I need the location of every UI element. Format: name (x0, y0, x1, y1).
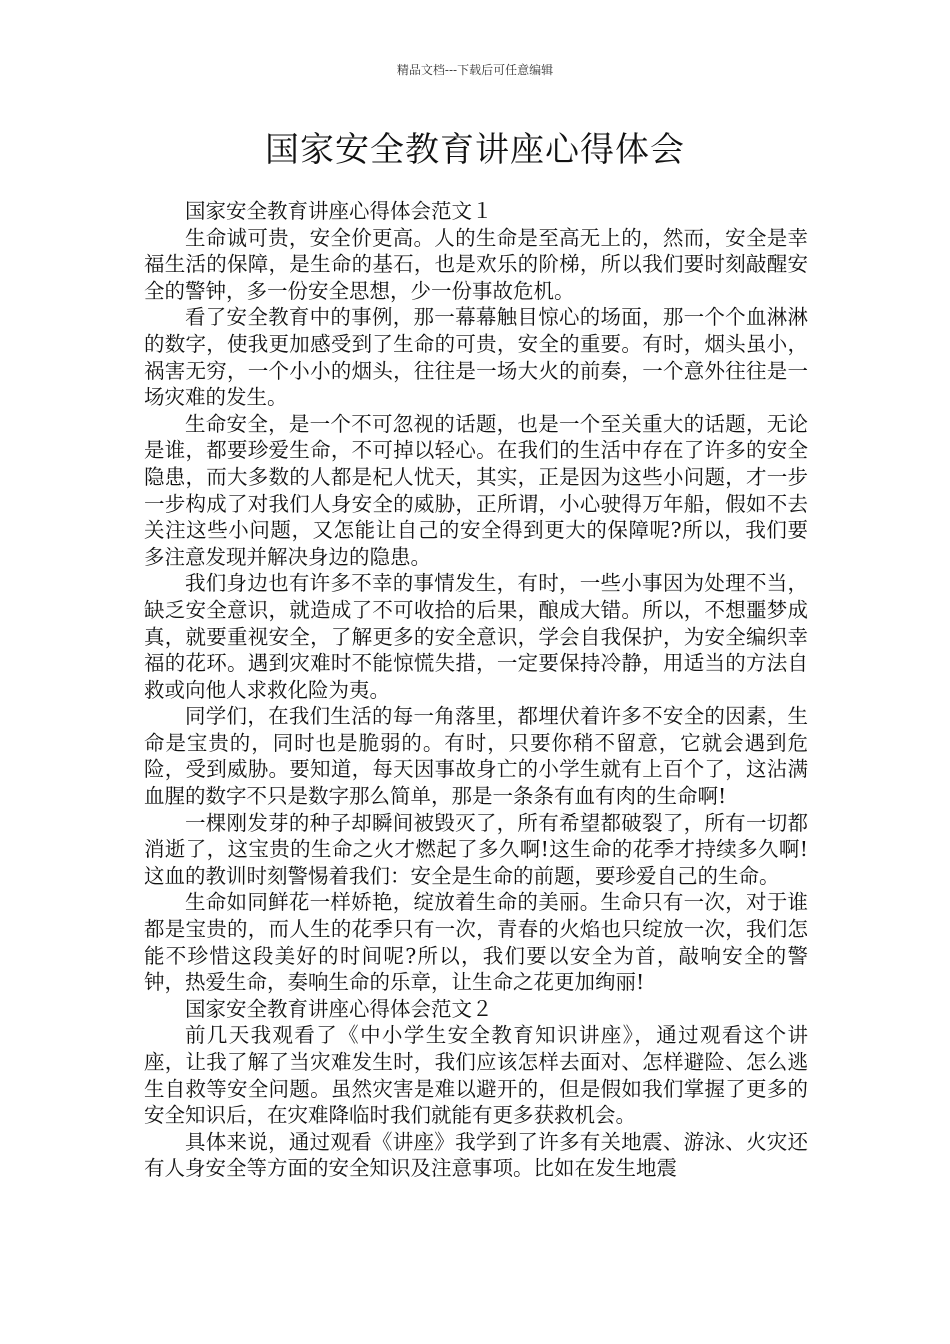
body-paragraph: 前几天我观看了《中小学生安全教育知识讲座》，通过观看这个讲座，让我了解了当灾难发生时，我们应该怎样去面对、怎样避险、怎么逃生自救等安全问题。虽然灾害是难以避开的，但是假如我们掌握了更多的安全知识后，在灾难降临时我们就能有更多获救机会。 (144, 1023, 808, 1128)
body-paragraph: 具体来说，通过观看《讲座》我学到了许多有关地震、游泳、火灾还有人身安全等方面的安全知识及注意事项。比如在发生地震 (144, 1129, 808, 1181)
body-paragraph: 我们身边也有许多不幸的事情发生，有时，一些小事因为处理不当，缺乏安全意识，就造成了不可收拾的后果，酿成大错。所以，不想噩梦成真，就要重视安全，了解更多的安全意识，学会自我保护，为安全编织幸福的花环。遇到灾难时不能惊慌失措，一定要保持冷静，用适当的方法自救或向他人求救化险为夷。 (144, 571, 808, 702)
document-body (144, 198, 808, 1182)
section-heading: 国家安全教育讲座心得体会范文１ (185, 199, 493, 223)
body-paragraph: 生命诚可贵，安全价更高。人的生命是至高无上的，然而，安全是幸福生活的保障，是生命的基石，也是欢乐的阶梯，所以我们要时刻敲醒安全的警钟，多一份安全思想，少一份事故危机。 (144, 225, 808, 303)
header-note: 精品文档---下载后可任意编辑 (396, 63, 554, 77)
body-paragraph: 一棵刚发芽的种子却瞬间被毁灭了，所有希望都破裂了，所有一切都消逝了，这宝贵的生命之火才燃起了多久啊!这生命的花季才持续多久啊!这血的教训时刻警惕着我们：安全是生命的前题，要珍爱自己的生命。 (144, 810, 808, 888)
body-paragraph: 生命如同鲜花一样娇艳，绽放着生命的美丽。生命只有一次，对于谁都是宝贵的，而人生的花季只有一次，青春的火焰也只绽放一次，我们怎能不珍惜这段美好的时间呢?所以，我们要以安全为首，敲响安全的警钟，热爱生命，奏响生命的乐章，让生命之花更加绚丽! (144, 890, 808, 995)
body-paragraph: 同学们，在我们生活的每一角落里，都埋伏着许多不安全的因素，生命是宝贵的，同时也是脆弱的。有时，只要你稍不留意，它就会遇到危险，受到威胁。要知道，每天因事故身亡的小学生就有上百个了，这沾满血腥的数字不只是数字那么简单，那是一条条有血有肉的生命啊! (144, 704, 808, 809)
body-paragraph: 生命安全，是一个不可忽视的话题，也是一个至关重大的话题，无论是谁，都要珍爱生命，不可掉以轻心。在我们的生活中存在了许多的安全隐患，而大多数的人都是杞人忧天，其实，正是因为这些小问题，才一步一步构成了对我们人身安全的威胁，正所谓，小心驶得万年船，假如不去关注这些小问题，又怎能让自己的安全得到更大的保障呢?所以，我们要多注意发现并解决身边的隐患。 (144, 411, 808, 569)
document-title: 国家安全教育讲座心得体会 (265, 130, 685, 170)
body-paragraph: 看了安全教育中的事例，那一幕幕触目惊心的场面，那一个个血淋淋的数字，使我更加感受到了生命的可贵，安全的重要。有时，烟头虽小，祸害无穷，一个小小的烟头，往往是一场大火的前奏，一个意外往往是一场灾难的发生。 (144, 305, 808, 410)
section-heading: 国家安全教育讲座心得体会范文２ (185, 996, 493, 1021)
